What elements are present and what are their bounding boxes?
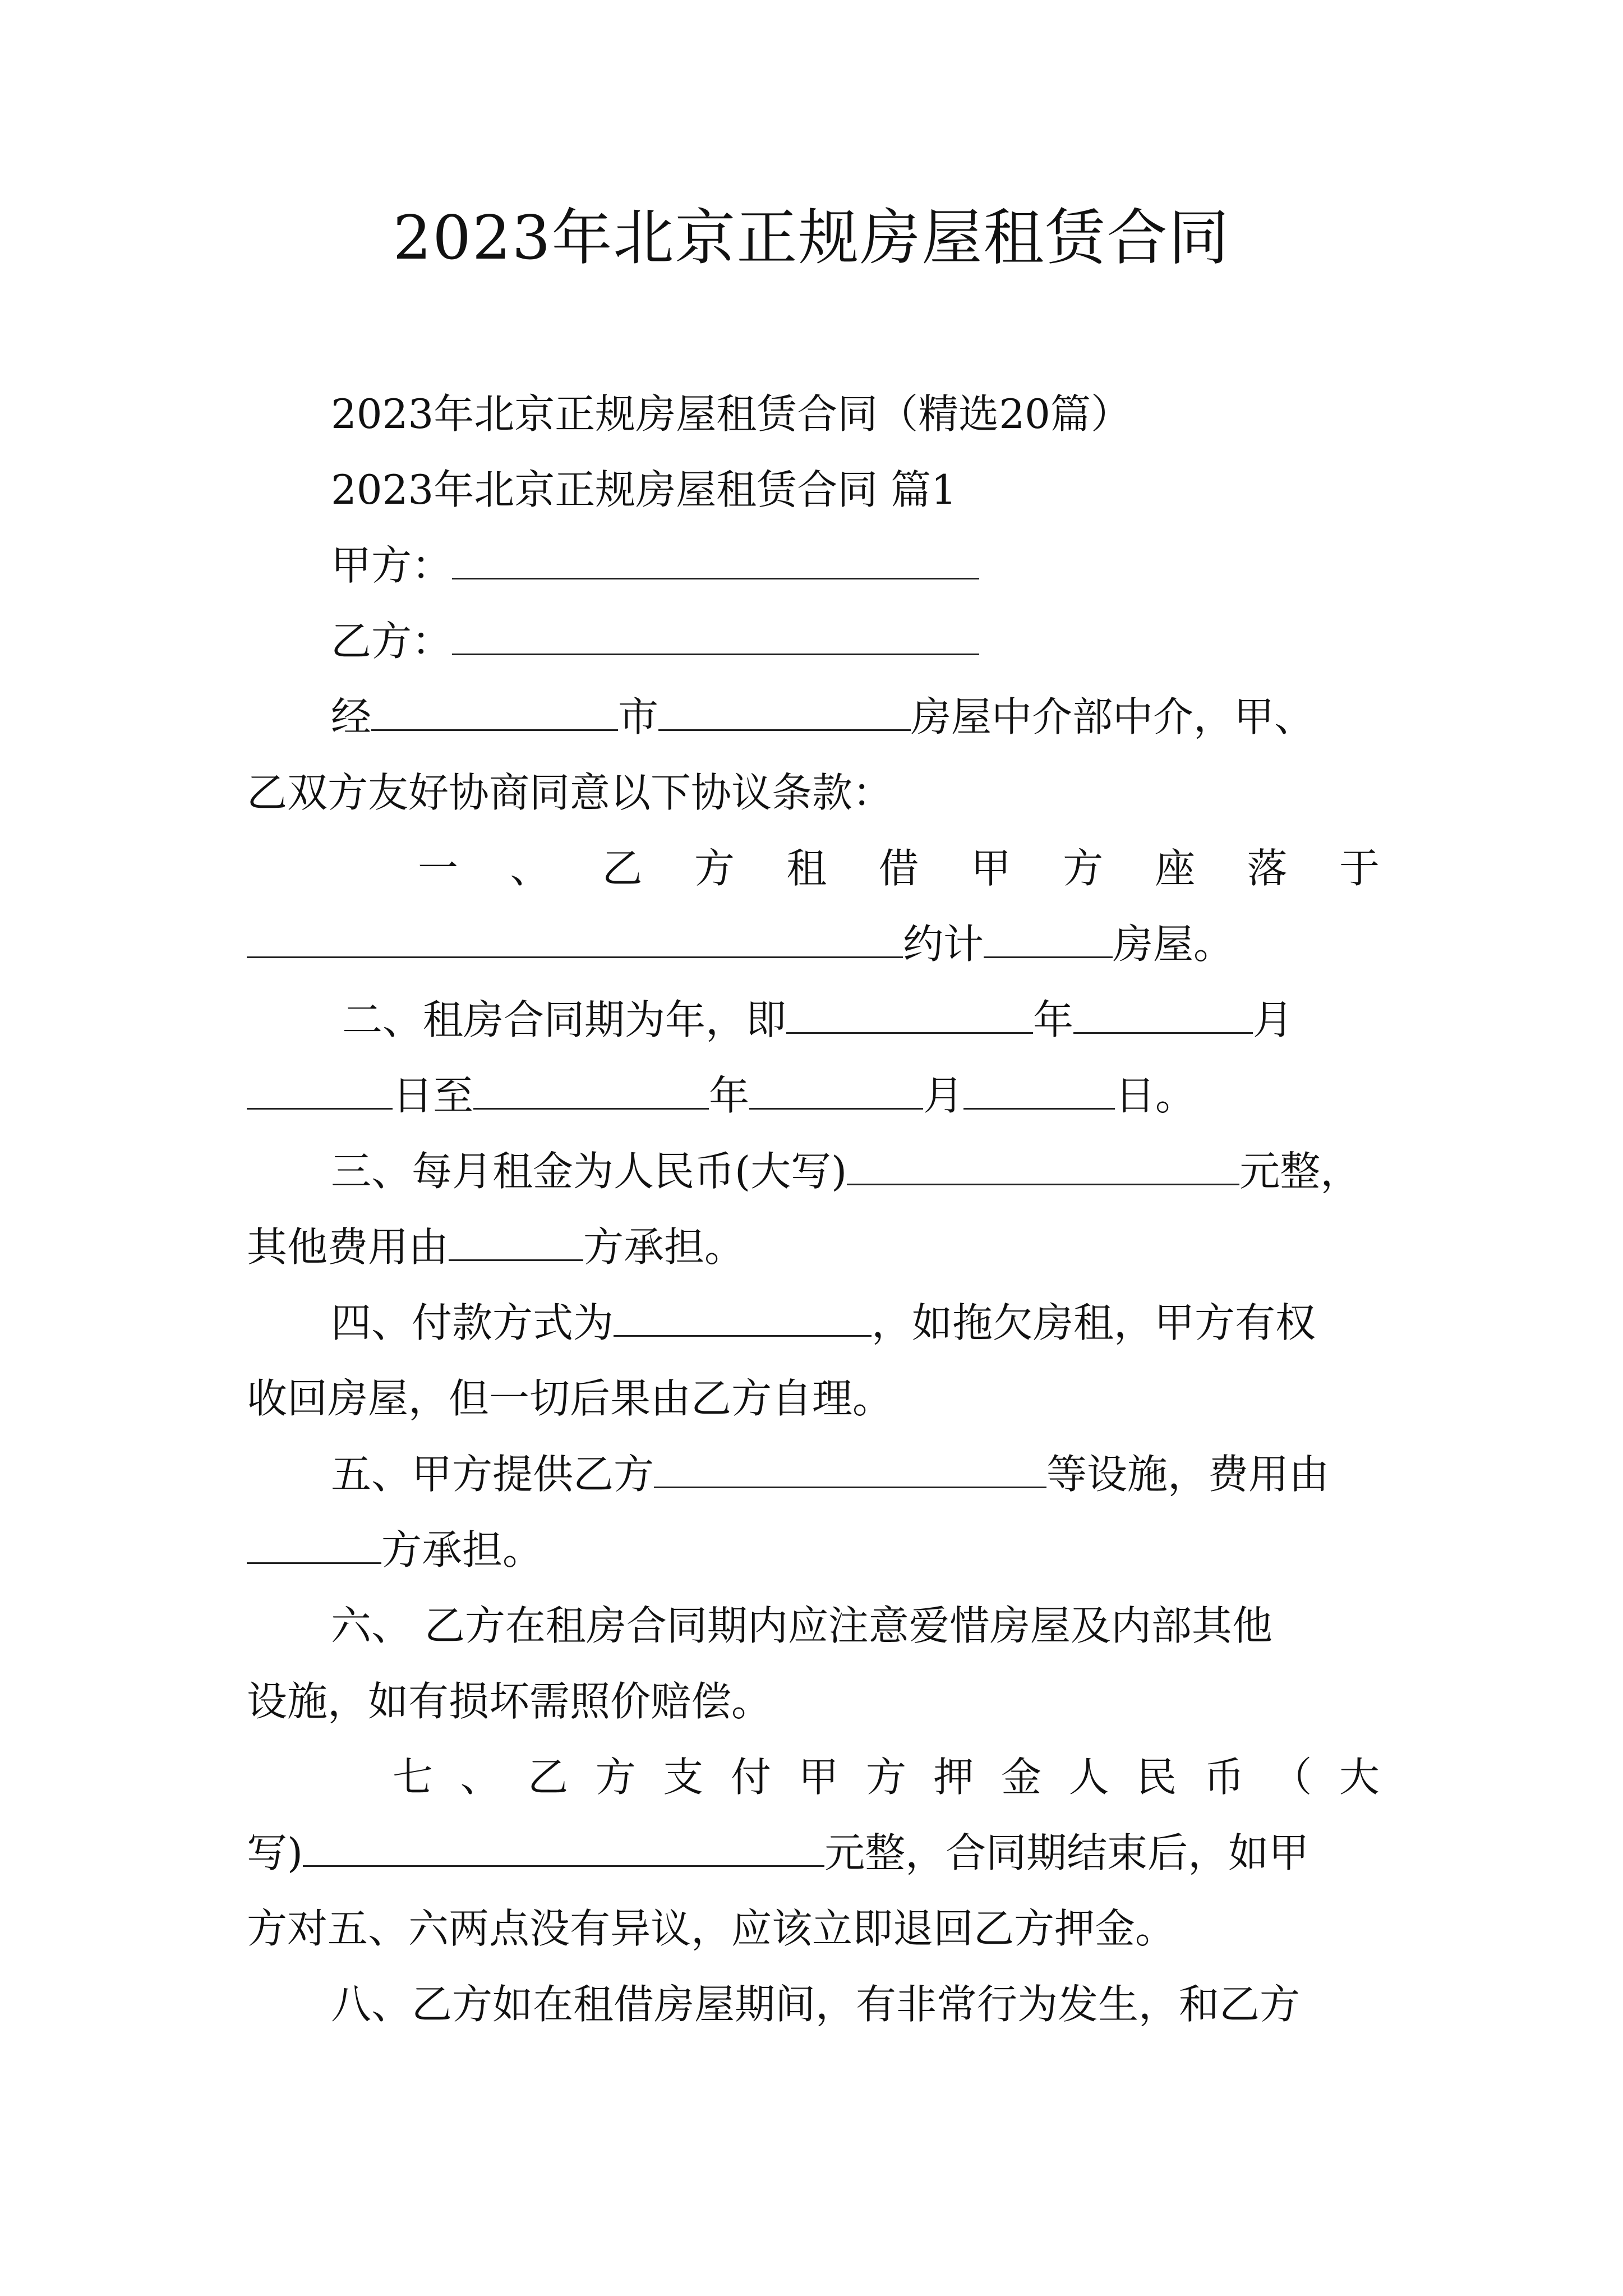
clause-4-text-2: ，如拖欠房租，甲方有权 [872,1299,1316,1346]
clause-3-text-4: 方承担。 [583,1223,745,1271]
city-blank [371,693,618,731]
end-year-blank [473,1072,709,1110]
start-day-blank [247,1072,393,1110]
clause-7-text-2: 元整，合同期结束后，如甲 [824,1829,1310,1876]
clause-1-char: 于 [1339,845,1380,892]
party-a-label: 甲方： [331,542,453,589]
clause-7-text-1: 写) [247,1829,303,1876]
rent-blank [847,1148,1239,1185]
clause-7-line-1 [393,1750,1380,1804]
clause-1-char: 借 [878,845,919,892]
clause-7-char: 方 [595,1754,636,1801]
clause-2-day-to: 日至 [393,1072,474,1119]
intro-text-2: 市 [618,693,659,740]
section-heading: 2023年北京正规房屋租赁合同 篇1 [331,466,957,513]
clause-1-text-2: 房屋。 [1113,921,1234,968]
clause-1-text-1: 约计 [903,921,984,968]
clause-2-text-1: 二、租房合同期为年，即 [342,996,787,1043]
clause-7-char: 乙 [528,1754,569,1801]
clause-7-char: 人 [1068,1754,1109,1801]
clause-2-line-1 [342,993,1293,1047]
clause-1-char: 甲 [970,845,1011,892]
clause-2-line-2 [247,1069,1196,1122]
intro-text-1: 经 [331,693,372,740]
clause-7-char: 金 [1001,1754,1042,1801]
start-month-blank [1073,996,1253,1034]
party-a-blank [452,542,979,579]
clause-4-line-1 [331,1296,1316,1350]
clause-5-line-1 [331,1447,1329,1501]
clause-3-text-2: 元整， [1239,1148,1361,1195]
clause-1-char: 乙 [602,845,643,892]
clause-5-line-2 [247,1523,543,1577]
other-fee-party-blank [449,1223,583,1261]
clause-3-line-2 [247,1220,745,1274]
clause-5-text-2: 等设施，费用由 [1046,1451,1330,1498]
clause-7-line-2 [247,1826,1309,1880]
clause-1-char: 座 [1155,845,1196,892]
clause-2-year-2: 年 [709,1072,750,1119]
end-day-blank [963,1072,1115,1110]
clause-2-day-2: 日。 [1115,1072,1196,1119]
party-b-blank [452,618,979,655]
clause-2-month-1: 月 [1253,996,1294,1043]
start-year-blank [786,996,1033,1034]
clause-7-char: 大 [1339,1754,1380,1801]
facilities-blank [654,1451,1046,1488]
party-b-label: 乙方： [331,618,453,665]
payment-method-blank [614,1299,872,1337]
clause-7-char: 付 [730,1754,771,1801]
clause-1-char: 落 [1247,845,1288,892]
party-b-line [331,614,979,668]
clause-1-line-2 [247,917,1234,971]
clause-6-line-1: 六、 乙方在租房合同期内应注意爱惜房屋及内部其他 [331,1602,1272,1649]
intro-text-3: 房屋中介部中介，甲、 [911,693,1315,740]
intro-line-2: 乙双方友好协商同意以下协议条款： [247,769,893,816]
subtitle: 2023年北京正规房屋租赁合同（精选20篇） [331,390,1131,438]
clause-7-char: 、 [460,1754,501,1801]
clause-1-char: 方 [1063,845,1104,892]
clause-1-char: 租 [786,845,827,892]
clause-7-char: 七 [393,1754,434,1801]
end-month-blank [749,1072,923,1110]
intro-line-1 [331,690,1315,744]
clause-7-char: 民 [1136,1754,1177,1801]
clause-1-char: 一 [418,845,459,892]
clause-5-text-1: 五、甲方提供乙方 [331,1451,654,1498]
deposit-blank [303,1829,824,1867]
clause-4-line-2: 收回房屋，但一切后果由乙方自理。 [247,1375,893,1422]
clause-2-year-1: 年 [1033,996,1074,1043]
clause-3-text-3: 其他费用由 [247,1223,449,1271]
location-blank [247,921,903,958]
clause-5-text-3: 方承担。 [381,1526,543,1573]
clause-7-char: 币 [1204,1754,1244,1801]
clause-7-char: 方 [865,1754,906,1801]
clause-8-line-1: 八、乙方如在租借房屋期间，有非常行为发生，和乙方 [331,1981,1301,2028]
clause-7-char: 支 [663,1754,704,1801]
clause-1-line-1 [418,841,1380,895]
clause-7-char: （ [1271,1754,1312,1801]
clause-2-month-2: 月 [923,1072,964,1119]
area-blank [984,921,1113,958]
party-a-line [331,539,979,592]
agency-blank [658,693,911,731]
clause-3-text-1: 三、每月租金为人民币(大写) [331,1148,847,1195]
clause-1-char: 、 [510,845,551,892]
clause-6-line-2: 设施，如有损坏需照价赔偿。 [247,1678,772,1725]
clause-1-char: 方 [694,845,735,892]
facility-fee-party-blank [247,1526,381,1564]
clause-7-line-3: 方对五、六两点没有异议，应该立即退回乙方押金。 [247,1905,1176,1952]
page-title: 2023年北京正规房屋租赁合同 [393,203,1230,273]
clause-3-line-1 [331,1144,1361,1198]
clause-4-text-1: 四、付款方式为 [331,1299,614,1346]
clause-7-char: 甲 [798,1754,839,1801]
clause-7-char: 押 [933,1754,974,1801]
